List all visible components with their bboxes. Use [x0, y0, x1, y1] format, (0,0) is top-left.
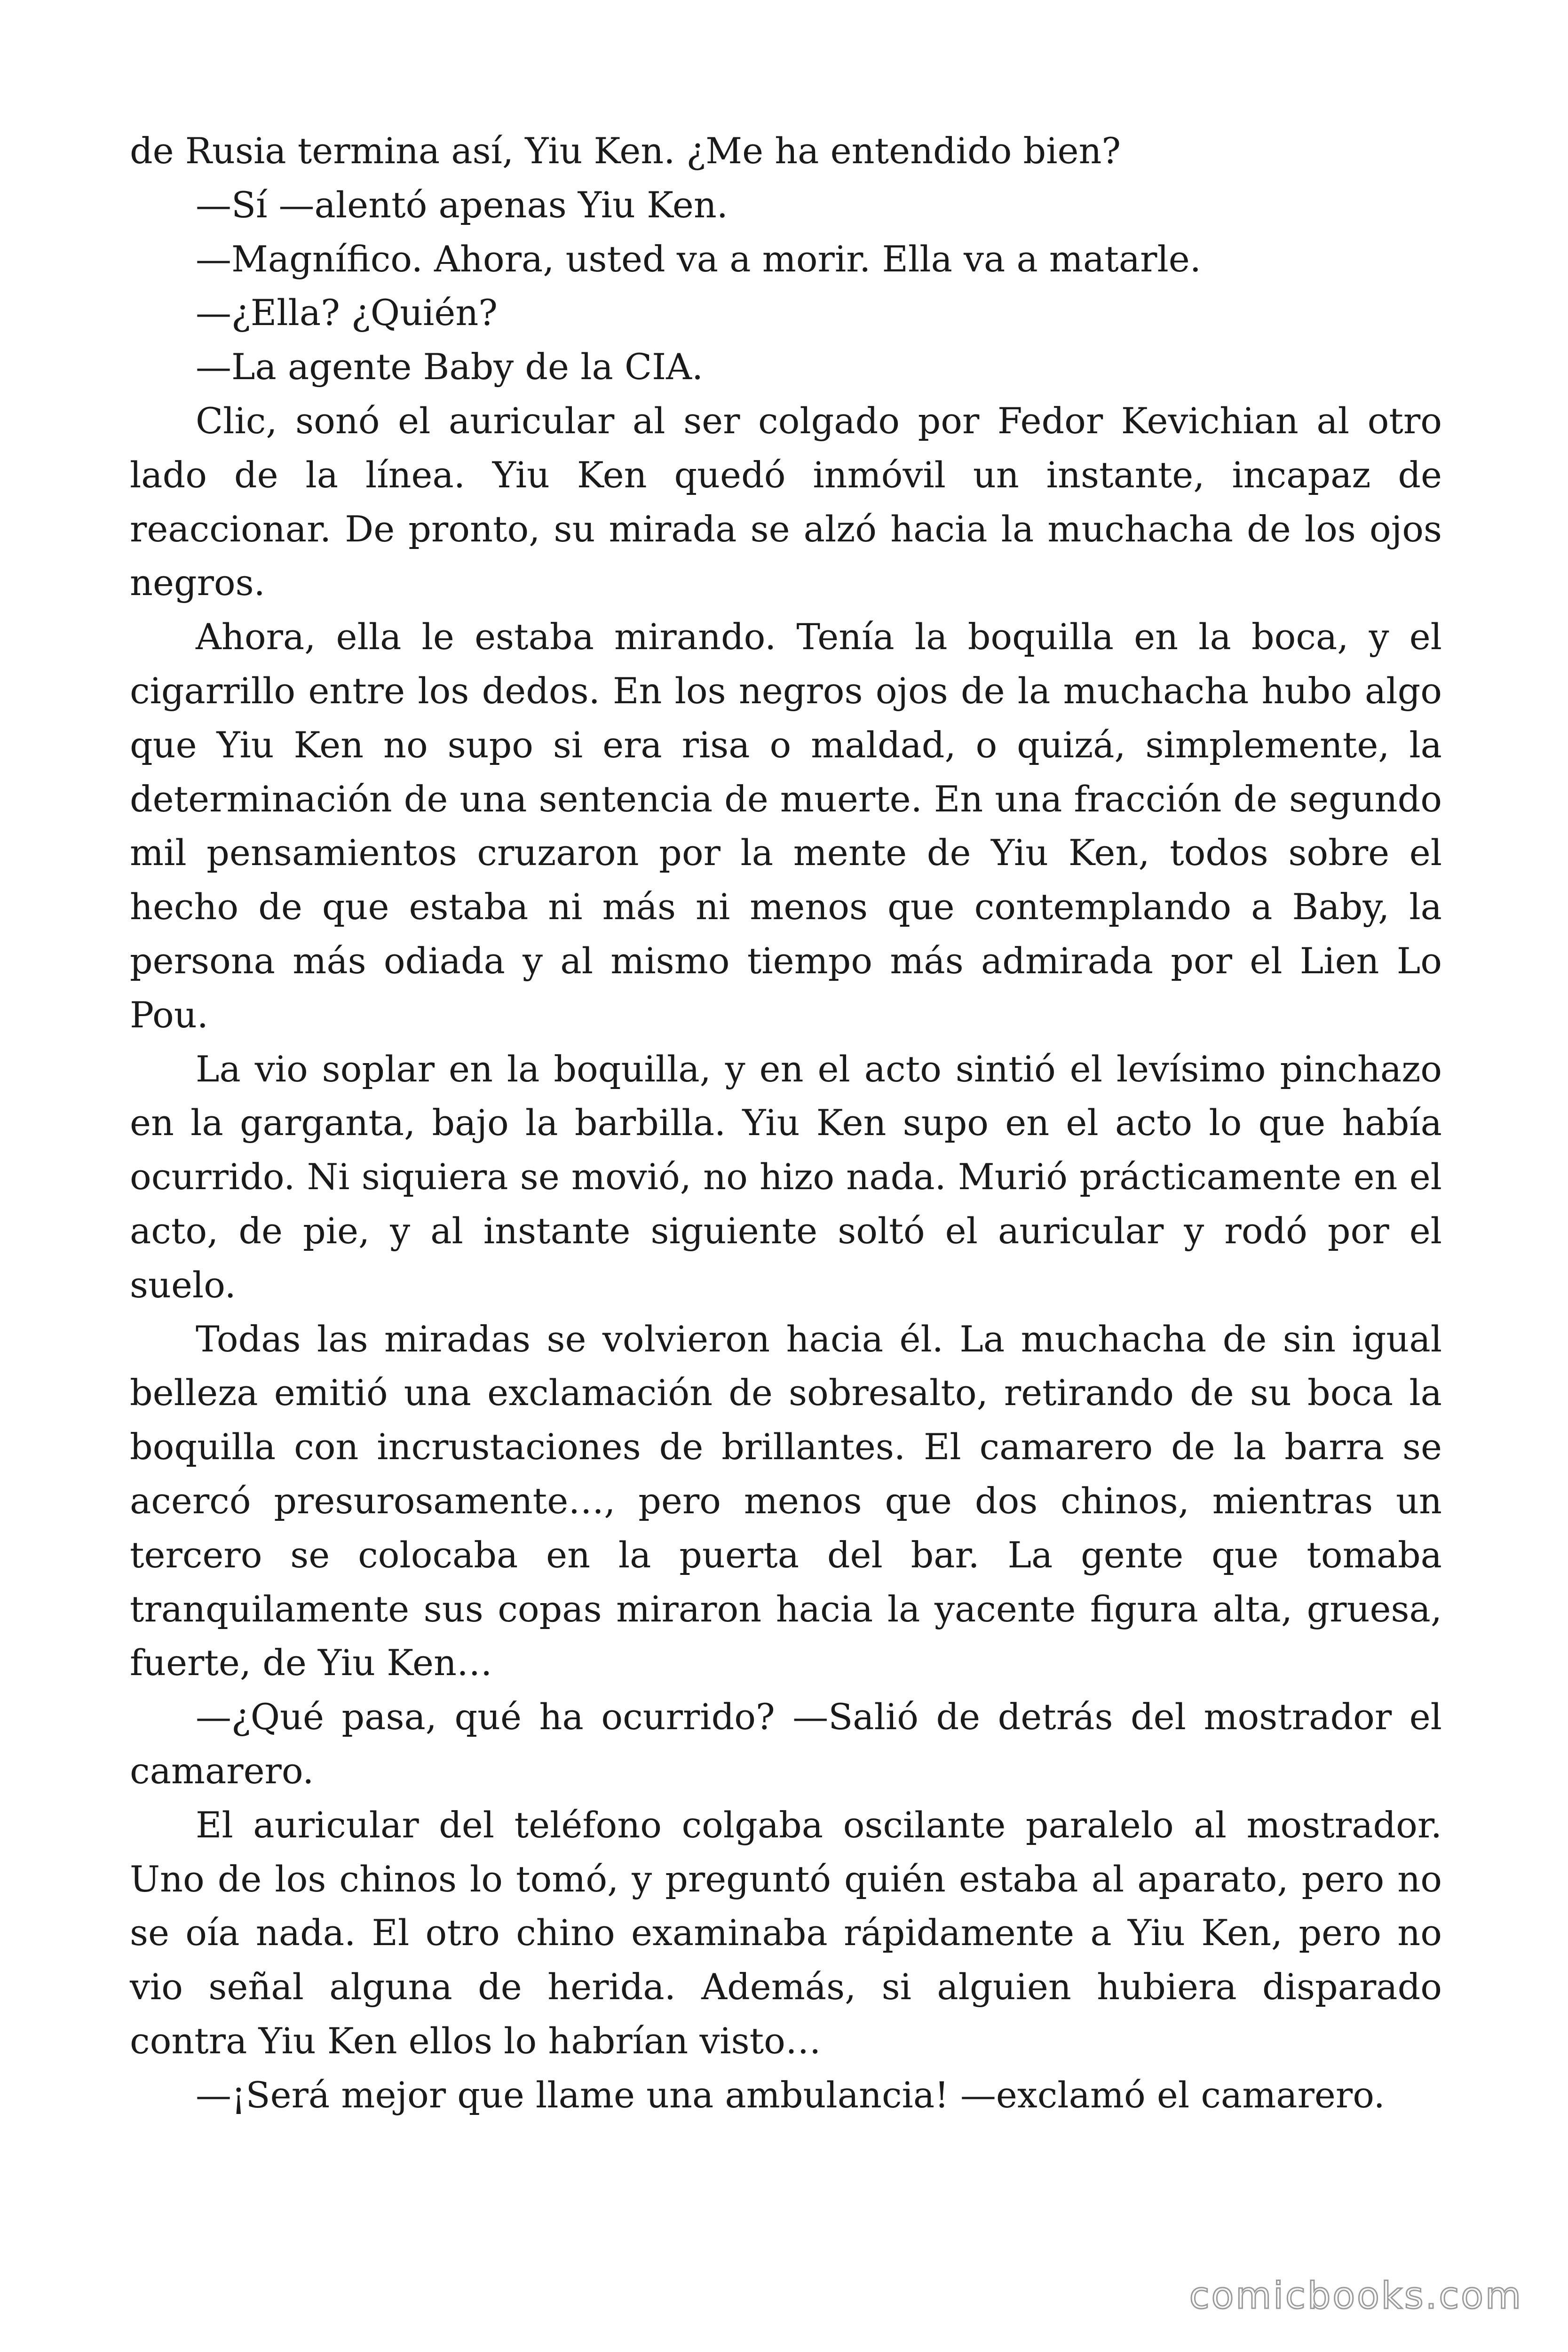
paragraph: Todas las miradas se volvieron hacia él. La muchacha de sin igual belleza emitió una exclamación de sobresalto, retirando de su boca la boquilla con incrustaciones de brillantes. El camarero de la barra se acercó presurosamente…, pero menos que dos chinos, mientras un tercero se colocaba en la puerta del bar. La gente que tomaba tranquilamente sus copas miraron hacia la yacente figura alta, gruesa, fuerte, de Yiu Ken…: [130, 1318, 1442, 1684]
paragraph: Ahora, ella le estaba mirando. Tenía la boquilla en la boca, y el cigarrillo entre los dedos. En los negros ojos de la muchacha hubo algo que Yiu Ken no supo si era risa o maldad, o quizá, simplemente, la determinación de una sentencia de muerte. En una fracción de segundo mil pensamientos cruzaron por la mente de Yiu Ken, todos sobre el hecho de que estaba ni más ni menos que contemplando a Baby, la persona más odiada y al mismo tiempo más admirada por el Lien Lo Pou.: [130, 616, 1442, 1036]
paragraph: La vio soplar en la boquilla, y en el acto sintió el levísimo pinchazo en la garganta, bajo la barbilla. Yiu Ken supo en el acto lo que había ocurrido. Ni siquiera se movió, no hizo nada. Murió prácticamente en el acto, de pie, y al instante siguiente soltó el auricular y rodó por el suelo.: [130, 1048, 1442, 1306]
dialogue-line: —Sí —alentó apenas Yiu Ken.: [196, 183, 728, 226]
paragraph-continuation: de Rusia termina así, Yiu Ken. ¿Me ha entendido bien?: [130, 130, 1121, 172]
paragraph: El auricular del teléfono colgaba oscilante paralelo al mostrador. Uno de los chinos lo tomó, y preguntó quién estaba al aparato, pero no se oía nada. El otro chino examinaba rápidamente a Yiu Ken, pero no vio señal alguna de herida. Además, si alguien hubiera disparado contra Yiu Ken ellos lo habrían visto…: [130, 1804, 1442, 2062]
dialogue-line: —¿Qué pasa, qué ha ocurrido? —Salió de detrás del mostrador el camarero.: [130, 1696, 1442, 1792]
dialogue-line: —La agente Baby de la CIA.: [196, 346, 704, 388]
watermark: comicbooks.com: [1189, 2275, 1523, 2317]
dialogue-line: —¿Ella? ¿Quién?: [196, 292, 498, 334]
dialogue-line: —Magnífico. Ahora, usted va a morir. Ella va a matarle.: [196, 238, 1201, 280]
paragraph: Clic, sonó el auricular al ser colgado por Fedor Kevichian al otro lado de la línea. Yiu Ken quedó inmóvil un instante, incapaz de reaccionar. De pronto, su mirada se alzó hacia la muchacha de los ojos negros.: [130, 399, 1442, 604]
page-text: [130, 124, 1442, 2122]
dialogue-line: —¡Será mejor que llame una ambulancia! —exclamó el camarero.: [196, 2074, 1385, 2116]
